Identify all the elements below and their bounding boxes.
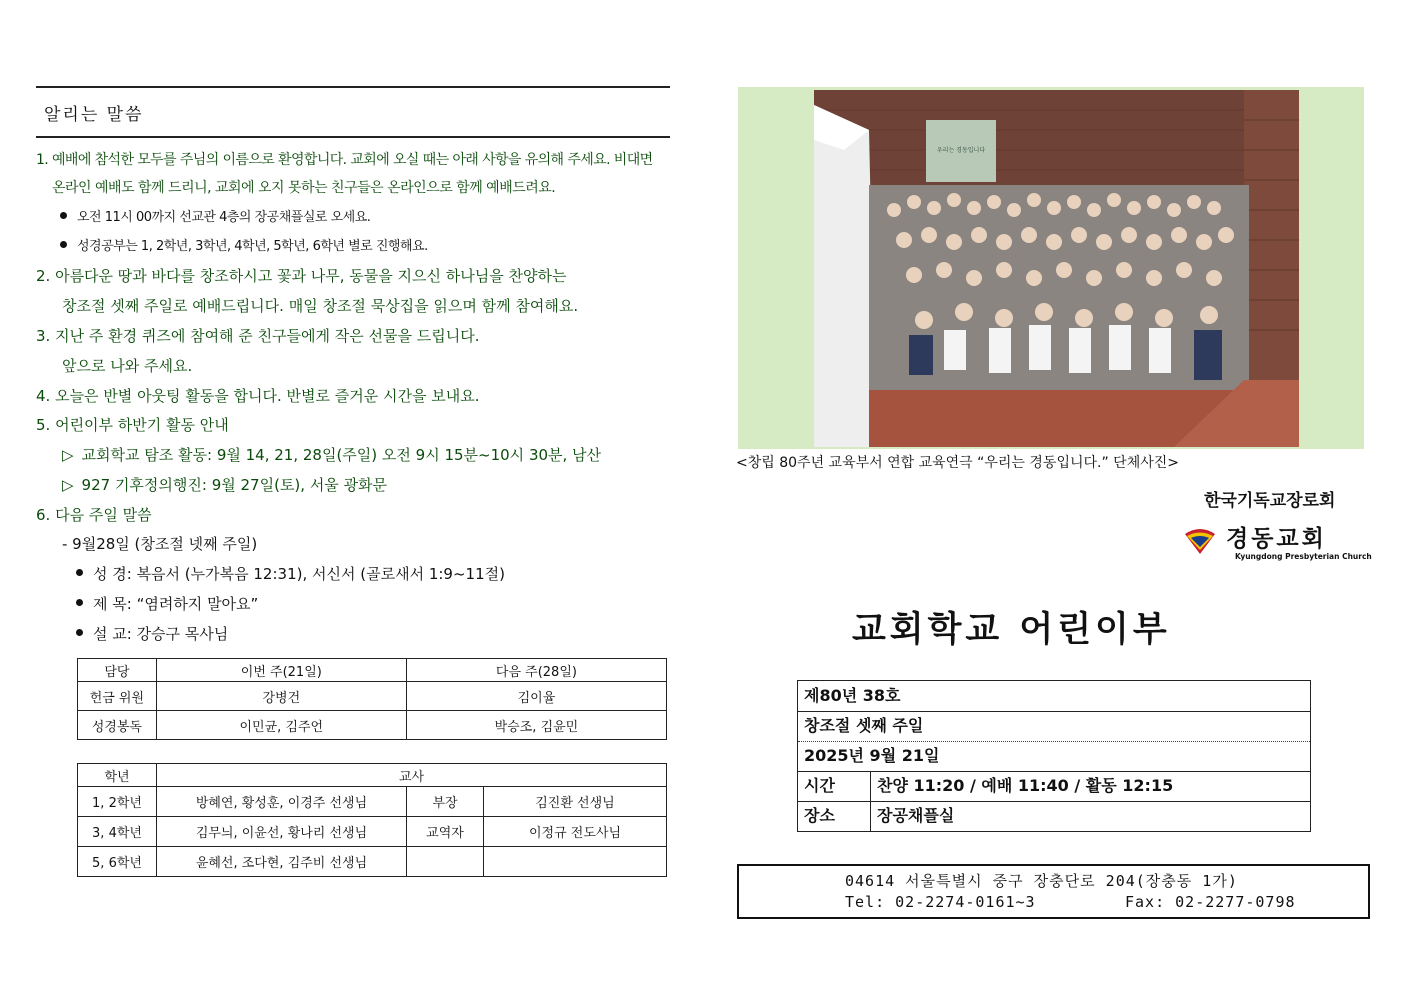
table-cell: 부장 (407, 787, 484, 817)
notice-item-3-line2: 앞으로 나와 주세요. (62, 357, 193, 375)
info-row-season (798, 711, 1310, 741)
info-row-time (798, 771, 1310, 801)
photo-caption: <창립 80주년 교육부서 연합 교육연극 “우리는 경동입니다.” 단체사진> (736, 455, 1180, 471)
time-label: 시간 (804, 776, 835, 795)
bulletin-date: 2025년 9월 21일 (804, 746, 940, 765)
table-cell: 박승조, 김윤민 (406, 711, 666, 740)
address-line: 04614 서울특별시 중구 장충단로 204(장충동 1가) (845, 872, 1238, 890)
top-rule (36, 86, 670, 88)
next-week-title: 제 목: “염려하지 말아요” (76, 594, 258, 614)
denomination: 한국기독교장로회 (1204, 491, 1336, 511)
table-cell: 이정규 전도사님 (484, 817, 667, 847)
triangle-icon: ▷ (62, 446, 74, 464)
church-name-english: Kyungdong Presbyterian Church (1235, 552, 1372, 561)
notice-item-4: 4. 오늘은 반별 아웃팅 활동을 합니다. 반별로 즐거운 시간을 보내요. (36, 387, 480, 405)
table-row (78, 817, 667, 847)
next-week-date: - 9월28일 (창조절 넷째 주일) (62, 535, 258, 553)
group-photo (814, 90, 1299, 447)
church-logo-icon (1183, 526, 1217, 556)
bulletin-title: 교회학교 어린이부 (852, 610, 1171, 650)
notice-subitem: ▷ 교회학교 탐조 활동: 9월 14, 21, 28일(주일) 오전 9시 15분~10시 30분, 남산 (62, 446, 602, 464)
table-cell: 김무늬, 이윤선, 황나리 선생님 (157, 817, 407, 847)
table-cell: 강병건 (156, 682, 406, 711)
season-label: 창조절 셋째 주일 (804, 716, 924, 735)
banner-text: 우리는 경동입니다 (936, 147, 986, 154)
bullet-icon (76, 629, 83, 636)
table-cell (484, 847, 667, 877)
table-row (78, 682, 667, 711)
title-rule (36, 136, 670, 138)
bulletin-info-box (797, 680, 1311, 832)
table-cell: 5, 6학년 (78, 847, 157, 877)
info-column-divider (870, 771, 871, 831)
issue-number: 제80년 38호 (804, 686, 901, 705)
info-row-place (798, 801, 1310, 831)
table-header-cell: 학년 (78, 764, 157, 787)
teacher-table (77, 763, 667, 877)
notice-item-2-line2: 창조절 셋째 주일로 예배드립니다. 매일 창조절 묵상집을 읽으며 함께 참여해요. (62, 297, 579, 315)
church-name: 경동교회 (1226, 525, 1327, 552)
info-row-issue (798, 681, 1310, 711)
notice-item-1-line1: 1. 예배에 참석한 모두를 주님의 이름으로 환영합니다. 교회에 오실 때는 아래 사항을 유의해 주세요. 비대면 (36, 152, 653, 168)
bullet-icon (60, 212, 67, 219)
notice-subitem: 성경공부는 1, 2학년, 3학년, 4학년, 5학년, 6학년 별로 진행해요. (60, 237, 428, 257)
table-cell: 김이율 (406, 682, 666, 711)
group-photo-illustration (814, 90, 1299, 447)
notice-subitem: ▷ 927 기후정의행진: 9월 27일(토), 서울 광화문 (62, 476, 388, 494)
table-cell: 성경봉독 (78, 711, 157, 740)
table-cell: 1, 2학년 (78, 787, 157, 817)
bullet-icon (76, 599, 83, 606)
info-row-date (798, 741, 1310, 771)
table-cell (407, 847, 484, 877)
table-cell: 방혜연, 황성훈, 이경주 선생님 (157, 787, 407, 817)
notice-item-2-line1: 2. 아름다운 땅과 바다를 창조하시고 꽃과 나무, 동물을 지으신 하나님을 찬양하는 (36, 267, 567, 285)
next-week-scripture: 성 경: 복음서 (누가복음 12:31), 서신서 (골로새서 1:9~11절) (76, 564, 505, 584)
table-cell: 헌금 위원 (78, 682, 157, 711)
notice-item-6: 6. 다음 주일 말씀 (36, 506, 152, 524)
next-week-preacher: 설 교: 강승구 목사님 (76, 624, 228, 644)
bullet-icon (76, 569, 83, 576)
place-value: 장공채플실 (877, 806, 955, 825)
duty-table (77, 658, 667, 740)
bullet-icon (60, 241, 67, 248)
table-header-cell: 교사 (157, 764, 667, 787)
notice-item-1-line2: 온라인 예배도 함께 드리니, 교회에 오지 못하는 친구들은 온라인으로 함께 예배드려요. (52, 180, 556, 196)
table-header-cell: 이번 주(21일) (156, 659, 406, 682)
table-cell: 김진환 선생님 (484, 787, 667, 817)
table-header-cell: 담당 (78, 659, 157, 682)
table-header-cell: 다음 주(28일) (406, 659, 666, 682)
notice-subitem: 오전 11시 00까지 선교관 4층의 장공채플실로 오세요. (60, 208, 370, 228)
section-title: 알리는 말씀 (44, 105, 144, 125)
address-box (737, 864, 1370, 919)
time-value: 찬양 11:20 / 예배 11:40 / 활동 12:15 (877, 776, 1174, 795)
table-cell: 3, 4학년 (78, 817, 157, 847)
fax: Fax: 02-2277-0798 (1125, 893, 1296, 911)
table-cell: 윤혜선, 조다현, 김주비 선생님 (157, 847, 407, 877)
triangle-icon: ▷ (62, 476, 74, 494)
notice-item-5: 5. 어린이부 하반기 활동 안내 (36, 416, 229, 434)
telephone: Tel: 02-2274-0161~3 (845, 893, 1036, 911)
table-cell: 교역자 (407, 817, 484, 847)
table-header-row (78, 764, 667, 787)
table-row (78, 787, 667, 817)
table-row (78, 711, 667, 740)
table-row (78, 847, 667, 877)
table-cell: 이민균, 김주언 (156, 711, 406, 740)
place-label: 장소 (804, 806, 835, 825)
table-header-row (78, 659, 667, 682)
notice-item-3-line1: 3. 지난 주 환경 퀴즈에 참여해 준 친구들에게 작은 선물을 드립니다. (36, 327, 480, 345)
